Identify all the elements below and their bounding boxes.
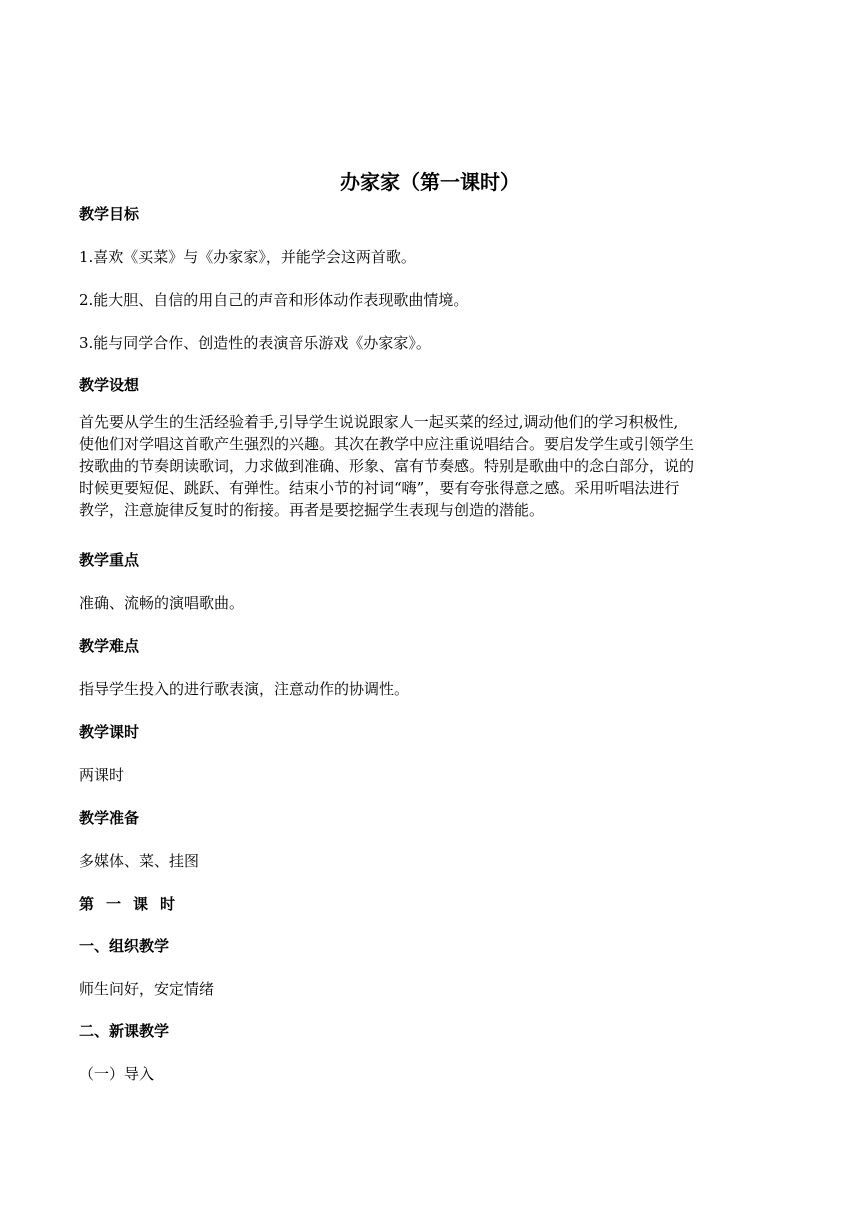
- step2-subheading: （一）导入: [79, 1065, 155, 1083]
- focus-heading: 教学重点: [79, 551, 140, 569]
- difficulty-text: 指导学生投入的进行歌表演，注意动作的协调性。: [79, 680, 410, 698]
- document-title: 办家家（第一课时）: [340, 170, 520, 194]
- design-line: 按歌曲的节奏朗读歌词，力求做到准确、形象、富有节奏感。特别是歌曲中的念白部分，说的: [79, 457, 695, 475]
- lesson-heading: 第一课时: [79, 895, 188, 913]
- design-paragraph: [79, 411, 781, 521]
- difficulty-heading: 教学难点: [79, 637, 140, 655]
- goal-item-3: 3.能与同学合作、创造性的表演音乐游戏《办家家》。: [79, 334, 431, 352]
- prep-text: 多媒体、菜、挂图: [79, 852, 200, 870]
- goals-heading: 教学目标: [79, 205, 140, 223]
- design-line: 时候更要短促、跳跃、有弹性。结束小节的衬词“嗨”，要有夸张得意之感。采用听唱法进行: [79, 479, 680, 497]
- goal-item-1: 1.喜欢《买菜》与《办家家》，并能学会这两首歌。: [79, 248, 416, 266]
- design-line: 使他们对学唱这首歌产生强烈的兴趣。其次在教学中应注重说唱结合。要启发学生或引领学生: [79, 435, 695, 453]
- step2-heading: 二、新课教学: [79, 1022, 170, 1040]
- goal-item-2: 2.能大胆、自信的用自己的声音和形体动作表现歌曲情境。: [79, 291, 469, 309]
- design-heading: 教学设想: [79, 376, 140, 394]
- focus-text: 准确、流畅的演唱歌曲。: [79, 594, 245, 612]
- design-line: 首先要从学生的生活经验着手,引导学生说说跟家人一起买菜的经过,调动他们的学习积极性,: [79, 413, 679, 431]
- hours-text: 两课时: [79, 766, 125, 784]
- prep-heading: 教学准备: [79, 809, 140, 827]
- step1-text: 师生问好，安定情绪: [79, 980, 215, 998]
- design-line: 教学，注意旋律反复时的衔接。再者是要挖掘学生表现与创造的潜能。: [79, 501, 545, 519]
- step1-heading: 一、组织教学: [79, 937, 170, 955]
- hours-heading: 教学课时: [79, 723, 140, 741]
